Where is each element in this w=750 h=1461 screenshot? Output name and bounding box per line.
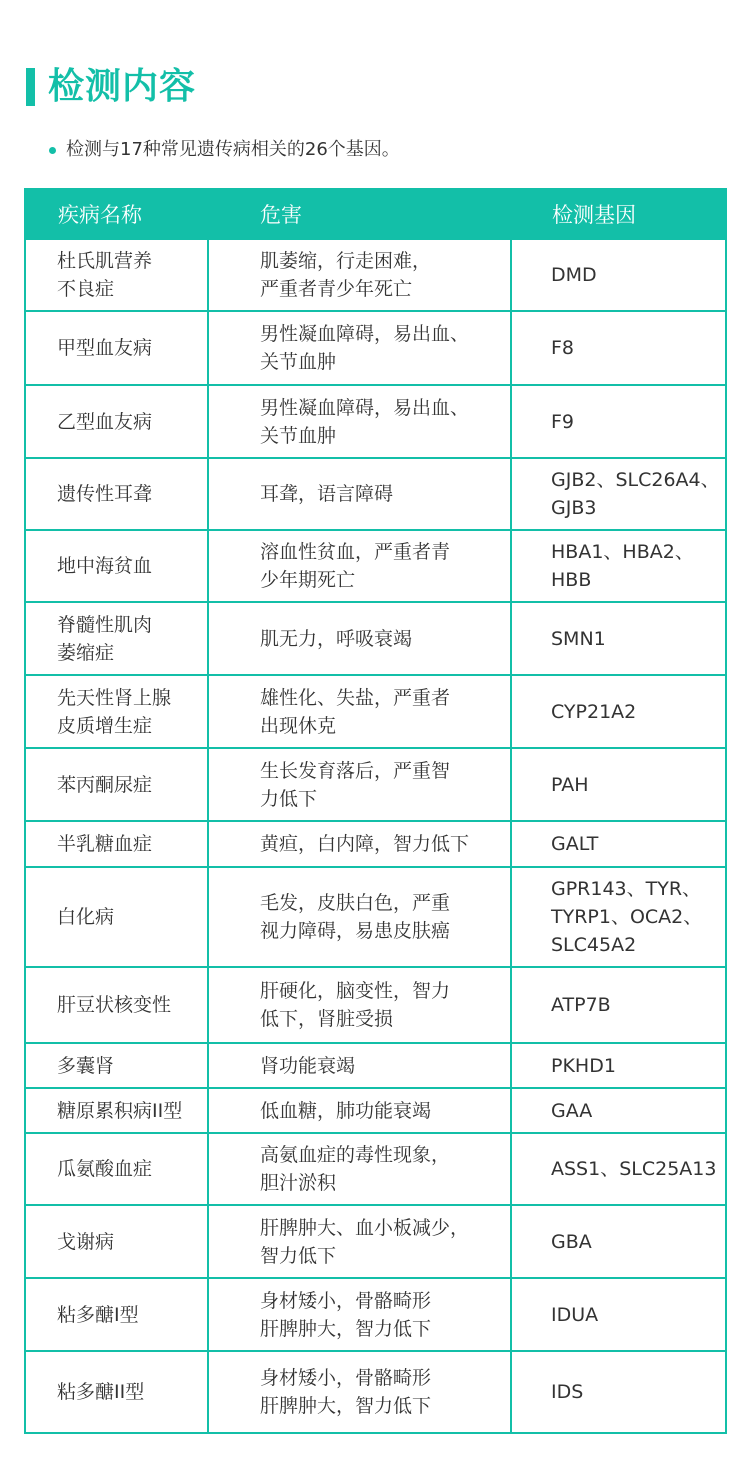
table-row	[25, 311, 726, 385]
gene-cell-line: TYRP1、OCA2、	[551, 906, 703, 928]
gene-cell-line: HBA1、HBA2、	[551, 541, 694, 563]
harm-cell	[208, 530, 511, 602]
disease-cell-line: 甲型血友病	[57, 337, 153, 359]
table-body	[25, 239, 726, 1433]
harm-cell-line: 溶血性贫血，严重者青	[260, 541, 451, 563]
gene-cell	[511, 458, 726, 530]
gene-cell-line: GALT	[551, 833, 599, 855]
table-row	[25, 1088, 726, 1133]
disease-cell-line: 瓜氨酸血症	[57, 1158, 153, 1180]
harm-cell	[208, 675, 511, 748]
harm-cell-line: 男性凝血障碍，易出血、	[260, 323, 470, 345]
disease-cell-line: 不良症	[57, 278, 115, 300]
harm-cell-line: 耳聋，语言障碍	[260, 483, 394, 505]
harm-cell-line: 肌无力，呼吸衰竭	[260, 627, 413, 650]
gene-cell-line: CYP21A2	[551, 700, 637, 723]
harm-cell-line: 身材矮小，骨骼畸形	[260, 1367, 432, 1389]
gene-cell	[511, 385, 726, 458]
disease-cell-line: 地中海贫血	[57, 555, 153, 577]
table-row	[25, 239, 726, 311]
gene-cell	[511, 1043, 726, 1088]
gene-cell	[511, 1088, 726, 1133]
disease-cell	[25, 239, 208, 311]
harm-cell	[208, 458, 511, 530]
table-row	[25, 1351, 726, 1433]
harm-cell-line: 肝脾肿大、血小板减少，	[260, 1216, 470, 1239]
disease-cell	[25, 530, 208, 602]
table-row	[25, 385, 726, 458]
disease-cell-line: 苯丙酮尿症	[57, 773, 153, 796]
harm-cell	[208, 967, 511, 1043]
gene-cell-line: DMD	[551, 264, 597, 286]
harm-cell-line: 视力障碍，易患皮肤癌	[260, 920, 451, 942]
harm-cell	[208, 602, 511, 675]
disease-cell-line: 萎缩症	[57, 641, 115, 664]
section-title: 检测内容	[48, 66, 197, 107]
gene-cell	[511, 675, 726, 748]
gene-cell	[511, 1278, 726, 1351]
disease-cell-line: 白化病	[57, 906, 115, 928]
harm-cell	[208, 821, 511, 867]
gene-cell	[511, 748, 726, 821]
harm-cell	[208, 748, 511, 821]
gene-cell-line: PAH	[551, 773, 589, 796]
gene-cell-line: PKHD1	[551, 1054, 616, 1077]
table-row	[25, 602, 726, 675]
gene-cell-line: HBB	[551, 569, 592, 591]
harm-cell-line: 出现休克	[260, 714, 337, 737]
gene-table	[24, 188, 727, 1434]
disease-cell	[25, 458, 208, 530]
harm-cell-line: 肌萎缩，行走困难，	[260, 250, 432, 272]
disease-cell	[25, 1351, 208, 1433]
harm-cell	[208, 867, 511, 967]
harm-cell-line: 力低下	[260, 787, 318, 810]
harm-cell	[208, 1088, 511, 1133]
gene-cell-line: GBA	[551, 1230, 592, 1253]
gene-cell	[511, 967, 726, 1043]
harm-cell	[208, 1205, 511, 1278]
harm-cell-line: 关节血肿	[260, 424, 337, 447]
disease-cell-line: 皮质增生症	[57, 714, 153, 737]
disease-cell	[25, 675, 208, 748]
harm-cell-line: 胆汁淤积	[260, 1172, 337, 1194]
harm-cell-line: 毛发，皮肤白色，严重	[260, 892, 451, 914]
harm-cell-line: 严重者青少年死亡	[260, 278, 413, 300]
harm-cell-line: 低下，肾脏受损	[260, 1008, 394, 1030]
gene-cell-line: GAA	[551, 1099, 593, 1122]
disease-cell	[25, 967, 208, 1043]
disease-cell-line: 杜氏肌营养	[57, 250, 153, 272]
harm-cell-line: 低血糖，肺功能衰竭	[260, 1099, 432, 1122]
table-row	[25, 530, 726, 602]
gene-cell	[511, 530, 726, 602]
gene-cell-line: IDS	[551, 1381, 584, 1403]
table-row	[25, 1205, 726, 1278]
gene-cell	[511, 1133, 726, 1205]
disease-cell	[25, 385, 208, 458]
table-row	[25, 1043, 726, 1088]
gene-cell	[511, 602, 726, 675]
disease-cell-line: 粘多醣II型	[57, 1381, 145, 1403]
gene-cell-line: SMN1	[551, 627, 606, 650]
table-row	[25, 458, 726, 530]
harm-cell	[208, 239, 511, 311]
disease-cell	[25, 1133, 208, 1205]
disease-cell-line: 脊髓性肌肉	[57, 613, 153, 636]
intro-text: 检测与17种常见遗传病相关的26个基因。	[66, 139, 400, 160]
disease-cell-line: 戈谢病	[57, 1230, 115, 1253]
disease-cell-line: 多囊肾	[57, 1054, 115, 1077]
table-row	[25, 1278, 726, 1351]
harm-cell	[208, 1133, 511, 1205]
table-row	[25, 675, 726, 748]
gene-cell-line: GJB2、SLC26A4、	[551, 469, 720, 491]
disease-cell	[25, 867, 208, 967]
harm-cell	[208, 311, 511, 385]
harm-cell-line: 男性凝血障碍，易出血、	[260, 396, 470, 419]
gene-cell-line: ASS1、SLC25A13	[551, 1158, 717, 1180]
bullet-dot	[49, 147, 56, 154]
disease-cell	[25, 1088, 208, 1133]
gene-cell	[511, 1351, 726, 1433]
gene-cell	[511, 311, 726, 385]
disease-cell	[25, 1278, 208, 1351]
disease-cell-line: 糖原累积病II型	[57, 1099, 183, 1122]
gene-cell-line: IDUA	[551, 1303, 599, 1326]
header-gene: 检测基因	[511, 189, 726, 239]
gene-cell	[511, 821, 726, 867]
table-row	[25, 1133, 726, 1205]
harm-cell-line: 肾功能衰竭	[260, 1054, 356, 1077]
harm-cell-line: 肝脾肿大，智力低下	[260, 1395, 432, 1417]
header-disease: 疾病名称	[25, 189, 208, 239]
table-header	[25, 189, 726, 239]
gene-cell	[511, 1205, 726, 1278]
disease-cell	[25, 602, 208, 675]
disease-cell	[25, 1043, 208, 1088]
disease-cell-line: 先天性肾上腺	[57, 686, 172, 709]
disease-cell	[25, 821, 208, 867]
table-row	[25, 867, 726, 967]
gene-cell-line: F8	[551, 337, 575, 359]
harm-cell	[208, 1278, 511, 1351]
header-harm: 危害	[208, 189, 511, 239]
disease-cell	[25, 1205, 208, 1278]
harm-cell	[208, 385, 511, 458]
harm-cell-line: 黄疸，白内障，智力低下	[260, 833, 470, 855]
gene-cell	[511, 239, 726, 311]
harm-cell-line: 肝硬化，脑变性，智力	[260, 980, 451, 1002]
harm-cell-line: 生长发育落后，严重智	[260, 759, 451, 782]
title-accent-bar	[26, 68, 35, 106]
harm-cell-line: 肝脾肿大，智力低下	[260, 1317, 432, 1340]
gene-cell-line: F9	[551, 410, 575, 433]
disease-cell-line: 乙型血友病	[57, 410, 153, 433]
disease-cell-line: 粘多醣I型	[57, 1303, 139, 1326]
harm-cell	[208, 1351, 511, 1433]
harm-cell-line: 高氨血症的毒性现象，	[260, 1144, 451, 1166]
harm-cell-line: 身材矮小，骨骼畸形	[260, 1289, 432, 1312]
disease-cell	[25, 748, 208, 821]
gene-cell-line: SLC45A2	[551, 934, 637, 956]
gene-cell-line: ATP7B	[551, 994, 611, 1016]
table-row	[25, 821, 726, 867]
harm-cell	[208, 1043, 511, 1088]
disease-cell	[25, 311, 208, 385]
gene-cell-line: GJB3	[551, 497, 597, 519]
gene-cell-line: GPR143、TYR、	[551, 878, 702, 900]
table-row	[25, 967, 726, 1043]
table-row	[25, 748, 726, 821]
gene-cell	[511, 867, 726, 967]
disease-cell-line: 遗传性耳聋	[57, 483, 153, 505]
harm-cell-line: 关节血肿	[260, 351, 337, 373]
disease-cell-line: 肝豆状核变性	[57, 994, 172, 1016]
harm-cell-line: 雄性化、失盐，严重者	[260, 686, 451, 709]
harm-cell-line: 少年期死亡	[260, 569, 356, 591]
disease-cell-line: 半乳糖血症	[57, 833, 153, 855]
harm-cell-line: 智力低下	[260, 1244, 337, 1267]
